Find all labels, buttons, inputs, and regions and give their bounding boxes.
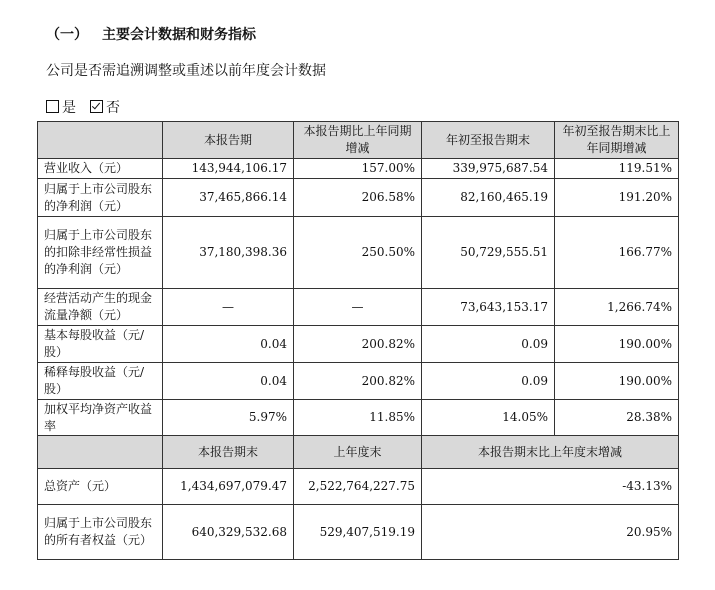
table-row [38,326,679,363]
table1-header-cell: 年初至报告期末比上年同期增减 [555,122,679,159]
section-heading [46,24,256,44]
table1-header-row [38,122,679,159]
cell-value: — [294,289,422,326]
table1-header-cell: 年初至报告期末 [422,122,555,159]
cell-value: -43.13% [422,469,679,505]
cell-value: 0.04 [163,326,294,363]
row-label: 归属于上市公司股东的净利润（元） [38,179,163,217]
table2-header-cell: 本报告期末比上年度末增减 [422,436,679,469]
cell-value: 191.20% [555,179,679,217]
cell-value: 20.95% [422,505,679,560]
row-label: 总资产（元） [38,469,163,505]
cell-value: 190.00% [555,363,679,400]
cell-value: 37,465,866.14 [163,179,294,217]
restatement-choices [46,97,120,117]
cell-value: — [163,289,294,326]
row-label: 稀释每股收益（元/股） [38,363,163,400]
yes-label: 是 [62,100,76,116]
cell-value: 1,434,697,079.47 [163,469,294,505]
table2-corner-cell [38,436,163,469]
cell-value: 166.77% [555,217,679,289]
row-label: 加权平均净资产收益率 [38,400,163,436]
financial-indicators-table [37,121,679,560]
no-option[interactable] [90,97,120,117]
no-label: 否 [106,100,120,116]
row-label: 归属于上市公司股东的所有者权益（元） [38,505,163,560]
cell-value: 190.00% [555,326,679,363]
cell-value: 28.38% [555,400,679,436]
cell-value: 200.82% [294,363,422,400]
cell-value: 250.50% [294,217,422,289]
section-number: （一） [46,27,88,43]
table1-corner-cell [38,122,163,159]
row-label: 营业收入（元） [38,159,163,179]
cell-value: 82,160,465.19 [422,179,555,217]
table-row [38,217,679,289]
cell-value: 14.05% [422,400,555,436]
cell-value: 0.09 [422,326,555,363]
table-row [38,400,679,436]
cell-value: 143,944,106.17 [163,159,294,179]
cell-value: 206.58% [294,179,422,217]
cell-value: 529,407,519.19 [294,505,422,560]
cell-value: 119.51% [555,159,679,179]
cell-value: 0.09 [422,363,555,400]
yes-checkbox-icon[interactable] [46,100,59,113]
table2-header-row [38,436,679,469]
cell-value: 339,975,687.54 [422,159,555,179]
cell-value: 2,522,764,227.75 [294,469,422,505]
table-row [38,179,679,217]
cell-value: 157.00% [294,159,422,179]
table2-header-cell: 本报告期末 [163,436,294,469]
row-label: 经营活动产生的现金流量净额（元） [38,289,163,326]
table-row [38,505,679,560]
table-row [38,289,679,326]
section-title: 主要会计数据和财务指标 [102,27,256,43]
cell-value: 37,180,398.36 [163,217,294,289]
row-label: 基本每股收益（元/股） [38,326,163,363]
table1-header-cell: 本报告期比上年同期增减 [294,122,422,159]
restatement-question: 公司是否需追溯调整或重述以前年度会计数据 [46,63,326,79]
cell-value: 1,266.74% [555,289,679,326]
row-label: 归属于上市公司股东的扣除非经常性损益的净利润（元） [38,217,163,289]
cell-value: 73,643,153.17 [422,289,555,326]
cell-value: 5.97% [163,400,294,436]
cell-value: 200.82% [294,326,422,363]
table-row [38,363,679,400]
cell-value: 50,729,555.51 [422,217,555,289]
table1-header-cell: 本报告期 [163,122,294,159]
cell-value: 640,329,532.68 [163,505,294,560]
cell-value: 11.85% [294,400,422,436]
cell-value: 0.04 [163,363,294,400]
table2-header-cell: 上年度末 [294,436,422,469]
table-row [38,469,679,505]
no-checkbox-checked-icon[interactable] [90,100,103,113]
yes-option[interactable] [46,97,76,117]
table-row [38,159,679,179]
